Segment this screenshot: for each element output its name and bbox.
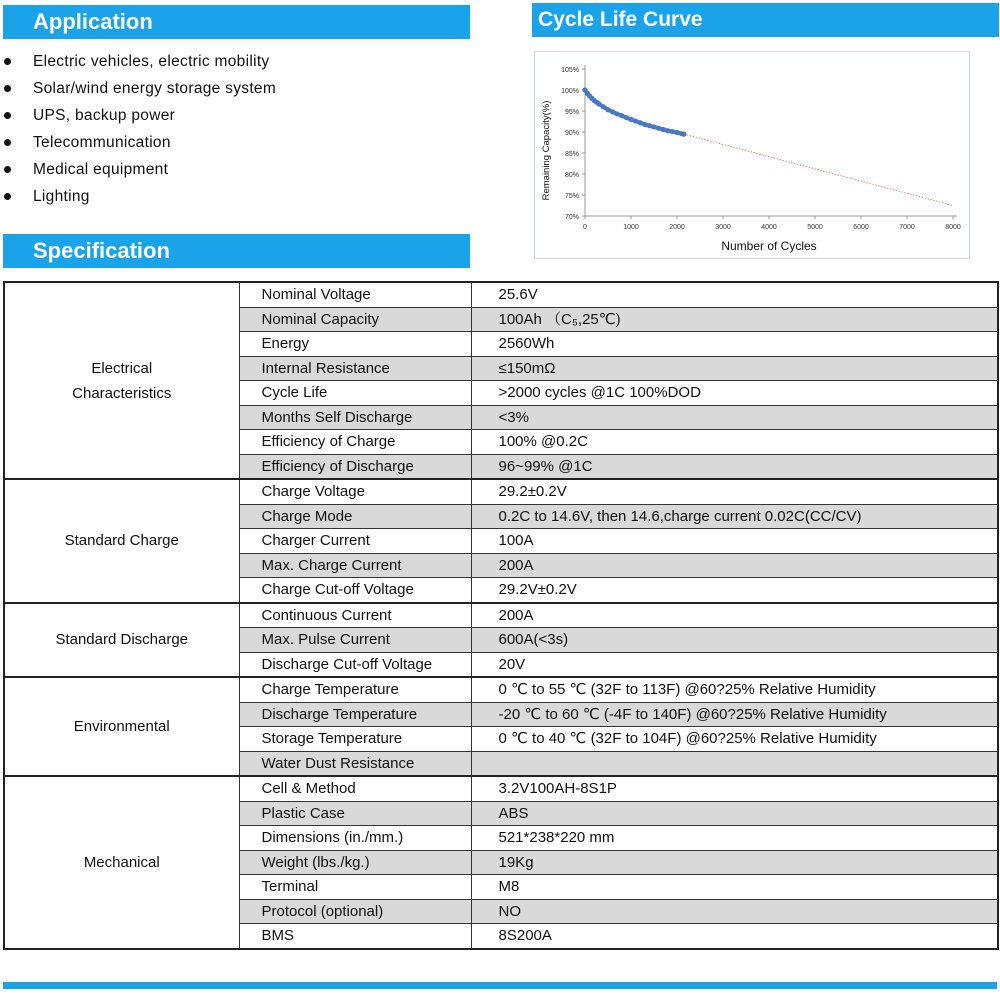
x-tick-label: 6000	[853, 224, 869, 231]
data-point	[610, 109, 615, 114]
bullet-icon	[4, 112, 11, 119]
property-cell: Terminal	[239, 875, 471, 900]
value-cell: 100Ah （C₅,25℃)	[471, 307, 998, 332]
value-cell: 0.2C to 14.6V, then 14.6,charge current 0.02C(CC/CV)	[471, 504, 998, 529]
footer-bar	[3, 982, 997, 989]
value-cell: 100% @0.2C	[471, 430, 998, 455]
bullet-icon	[4, 58, 11, 65]
bullet-icon	[4, 193, 11, 200]
data-point	[665, 128, 670, 133]
data-point	[681, 132, 686, 137]
application-item-label: UPS, backup power	[33, 107, 176, 124]
property-cell: Months Self Discharge	[239, 405, 471, 430]
y-tick-label: 90%	[564, 130, 579, 137]
application-item	[0, 102, 276, 129]
value-cell: 29.2V±0.2V	[471, 578, 998, 603]
value-cell: 96~99% @1C	[471, 454, 998, 479]
cycle-life-curve-header: Cycle Life Curve	[532, 3, 999, 37]
property-cell: Cell & Method	[239, 776, 471, 801]
application-item	[0, 183, 276, 210]
value-cell: 3.2V100AH-8S1P	[471, 776, 998, 801]
application-item	[0, 75, 276, 102]
property-cell: Charge Temperature	[239, 677, 471, 702]
value-cell: 100A	[471, 529, 998, 554]
data-point	[596, 101, 601, 106]
value-cell: 200A	[471, 603, 998, 628]
x-tick-label: 7000	[899, 224, 915, 231]
x-tick-label: 2000	[669, 224, 685, 231]
application-item-label: Telecommunication	[33, 134, 171, 151]
data-point	[661, 127, 666, 132]
y-axis-label: Remaining Capacity(%)	[541, 100, 552, 201]
y-tick-label: 100%	[561, 88, 579, 95]
y-tick-label: 80%	[564, 172, 579, 179]
group-label: Environmental	[4, 677, 239, 776]
property-cell: Nominal Capacity	[239, 307, 471, 332]
data-point	[670, 129, 675, 134]
data-point	[642, 122, 647, 127]
property-cell: Discharge Temperature	[239, 702, 471, 727]
specification-header: Specification	[3, 234, 470, 268]
property-cell: Discharge Cut-off Voltage	[239, 652, 471, 677]
value-cell: 19Kg	[471, 850, 998, 875]
value-cell: >2000 cycles @1C 100%DOD	[471, 381, 998, 406]
value-cell: M8	[471, 875, 998, 900]
value-cell: -20 ℃ to 60 ℃ (-4F to 140F) @60?25% Relative Humidity	[471, 702, 998, 727]
property-cell: Efficiency of Discharge	[239, 454, 471, 479]
property-cell: Cycle Life	[239, 381, 471, 406]
application-item-label: Solar/wind energy storage system	[33, 80, 277, 97]
value-cell: 0 ℃ to 55 ℃ (32F to 113F) @60?25% Relative Humidity	[471, 677, 998, 702]
value-cell: 2560Wh	[471, 332, 998, 357]
value-cell: ≤150mΩ	[471, 356, 998, 381]
value-cell: <3%	[471, 405, 998, 430]
property-cell: Charge Cut-off Voltage	[239, 578, 471, 603]
specification-table	[3, 281, 999, 950]
application-item-label: Lighting	[33, 188, 90, 205]
x-tick-label: 0	[583, 224, 587, 231]
y-tick-label: 105%	[561, 67, 579, 74]
property-cell: Water Dust Resistance	[239, 751, 471, 776]
data-point	[674, 130, 679, 135]
application-item-label: Medical equipment	[33, 161, 169, 178]
application-item	[0, 156, 276, 183]
property-cell: Internal Resistance	[239, 356, 471, 381]
data-point	[651, 124, 656, 129]
property-cell: Nominal Voltage	[239, 282, 471, 307]
property-cell: Storage Temperature	[239, 727, 471, 752]
property-cell: BMS	[239, 924, 471, 949]
group-label: Mechanical	[4, 776, 239, 949]
projection-line	[684, 134, 953, 205]
property-cell: Charge Voltage	[239, 479, 471, 504]
bullet-icon	[4, 139, 11, 146]
data-point	[624, 115, 629, 120]
data-point	[619, 113, 624, 118]
value-cell: 29.2±0.2V	[471, 479, 998, 504]
property-cell: Efficiency of Charge	[239, 430, 471, 455]
property-cell: Dimensions (in./mm.)	[239, 826, 471, 851]
application-item-label: Electric vehicles, electric mobility	[33, 53, 270, 70]
y-tick-label: 70%	[564, 214, 579, 221]
y-tick-label: 85%	[564, 151, 579, 158]
value-cell: NO	[471, 899, 998, 924]
value-cell: 521*238*220 mm	[471, 826, 998, 851]
application-item	[0, 48, 276, 75]
table-row	[4, 603, 998, 628]
value-cell: ABS	[471, 801, 998, 826]
data-point	[601, 104, 606, 109]
application-header: Application	[3, 5, 470, 39]
table-row	[4, 677, 998, 702]
group-label: Electrical Characteristics	[4, 282, 239, 479]
value-cell	[471, 751, 998, 776]
group-label: Standard Charge	[4, 479, 239, 603]
data-point	[647, 123, 652, 128]
property-cell: Plastic Case	[239, 801, 471, 826]
value-cell: 200A	[471, 553, 998, 578]
property-cell: Weight (lbs./kg.)	[239, 850, 471, 875]
data-point	[656, 126, 661, 131]
table-row	[4, 282, 998, 307]
cycle-life-chart-svg	[535, 52, 969, 258]
bullet-icon	[4, 166, 11, 173]
y-tick-label: 75%	[564, 193, 579, 200]
group-label: Standard Discharge	[4, 603, 239, 678]
value-cell: 0 ℃ to 40 ℃ (32F to 104F) @60?25% Relative Humidity	[471, 727, 998, 752]
x-tick-label: 3000	[715, 224, 731, 231]
table-row	[4, 479, 998, 504]
property-cell: Max. Charge Current	[239, 553, 471, 578]
property-cell: Energy	[239, 332, 471, 357]
x-axis-label: Number of Cycles	[721, 239, 817, 253]
application-list	[0, 48, 276, 210]
cycle-life-chart	[534, 51, 970, 259]
data-point	[638, 120, 643, 125]
value-cell: 20V	[471, 652, 998, 677]
property-cell: Charger Current	[239, 529, 471, 554]
property-cell: Continuous Current	[239, 603, 471, 628]
property-cell: Max. Pulse Current	[239, 628, 471, 653]
application-item	[0, 129, 276, 156]
x-tick-label: 8000	[945, 224, 961, 231]
y-tick-label: 95%	[564, 109, 579, 116]
data-point	[633, 118, 638, 123]
value-cell: 600A(<3s)	[471, 628, 998, 653]
x-tick-label: 4000	[761, 224, 777, 231]
data-point	[628, 117, 633, 122]
value-cell: 8S200A	[471, 924, 998, 949]
x-tick-label: 1000	[623, 224, 639, 231]
bullet-icon	[4, 85, 11, 92]
data-point	[615, 111, 620, 116]
data-point	[605, 107, 610, 112]
property-cell: Protocol (optional)	[239, 899, 471, 924]
x-tick-label: 5000	[807, 224, 823, 231]
property-cell: Charge Mode	[239, 504, 471, 529]
table-row	[4, 776, 998, 801]
value-cell: 25.6V	[471, 282, 998, 307]
